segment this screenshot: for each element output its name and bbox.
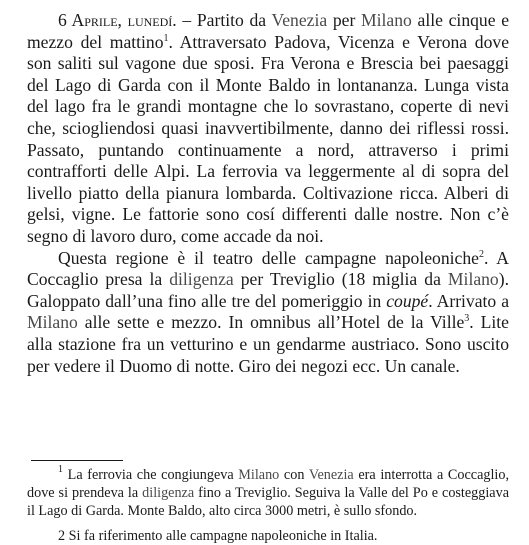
text-run: con	[279, 467, 309, 483]
diary-entry	[27, 10, 509, 377]
term-diligenza: diligenza	[169, 269, 234, 290]
text-run: – Partito da	[176, 10, 272, 30]
term-coupe: coupé	[386, 290, 429, 311]
text-run: per	[327, 10, 362, 30]
footnotes	[27, 466, 509, 520]
text-run: alle cinque e mezzo del mattino	[27, 10, 510, 52]
footnote-ref-1[interactable]: 1	[163, 32, 169, 44]
place-venezia: Venezia	[271, 10, 328, 30]
text-run: . A Coccaglio presa la	[27, 247, 509, 290]
text-run: La ferrovia che congiungeva	[63, 467, 239, 483]
place-milano: Milano	[361, 10, 412, 30]
footnote-2-text: 2 Si fa riferimento alle campagne napoleoniche in Italia.	[58, 528, 378, 544]
paragraph-2	[27, 248, 509, 378]
place-milano: Milano	[27, 312, 78, 333]
place-milano: Milano	[238, 467, 280, 483]
term-diligenza: diligenza	[142, 485, 195, 501]
footnote-ref-3[interactable]: 3	[464, 313, 470, 325]
footnote-separator	[31, 460, 123, 461]
text-run: . Attraversato Padova, Vicenza e Verona dove son saliti sul vagone due sposi. Fra Verona e Brescia bei paesaggi del Lago di Garda con il Monte Baldo in lontananza. Lunga vista del lago fra le grandi montagne che lo sovrastano, coperte di nevi che, sciogliendosi quasi inavvertibilmente, danno dei riflessi rossi. Passato, puntando continuamente a nord, attraverso i primi contrafforti delle Alpi. La ferrovia va leggermente al di sopra del livello piatto della pianura lombarda. Coltivazione ricca. Alberi di gelsi, vigne. Le fattorie sono cosí differenti dalle nostre. Non c’è segno di lavoro duro, come accade da noi.	[27, 31, 509, 246]
document-page	[27, 10, 509, 377]
footnote-2-clipped	[27, 528, 509, 545]
text-run: Questa regione è il teatro delle campagne napoleoniche	[58, 247, 479, 268]
place-venezia: Venezia	[308, 467, 354, 483]
text-run: alle sette e mezzo. In omnibus all’Hotel de la Ville	[77, 312, 465, 333]
text-run: per Treviglio (18 miglia da	[233, 269, 448, 290]
text-run: era interrotta a Coccaglio, dove si prendeva la	[27, 467, 509, 501]
footnote-mark-1: 1	[58, 464, 63, 475]
place-milano: Milano	[447, 269, 499, 290]
text-run: fino a Treviglio. Seguiva la Valle del Po e costeggiava il Lago di Garda. Monte Baldo, alto circa 3000 metri, è sullo sfondo.	[27, 485, 509, 519]
paragraph-1	[27, 10, 509, 248]
text-run: ). Galoppato dall’una fino alle tre del pomeriggio in	[27, 269, 509, 311]
footnote-1	[27, 466, 509, 520]
entry-date: 6 Aprile, lunedí.	[58, 10, 177, 30]
footnote-ref-2[interactable]: 2	[478, 248, 484, 260]
text-run: . Lite alla stazione fra un vetturino e un gendarme austriaco. Sono uscito per vedere il Duomo di notte. Giro dei negozi ecc. Un canale.	[27, 312, 509, 376]
text-run: . Arrivato a	[428, 290, 509, 311]
